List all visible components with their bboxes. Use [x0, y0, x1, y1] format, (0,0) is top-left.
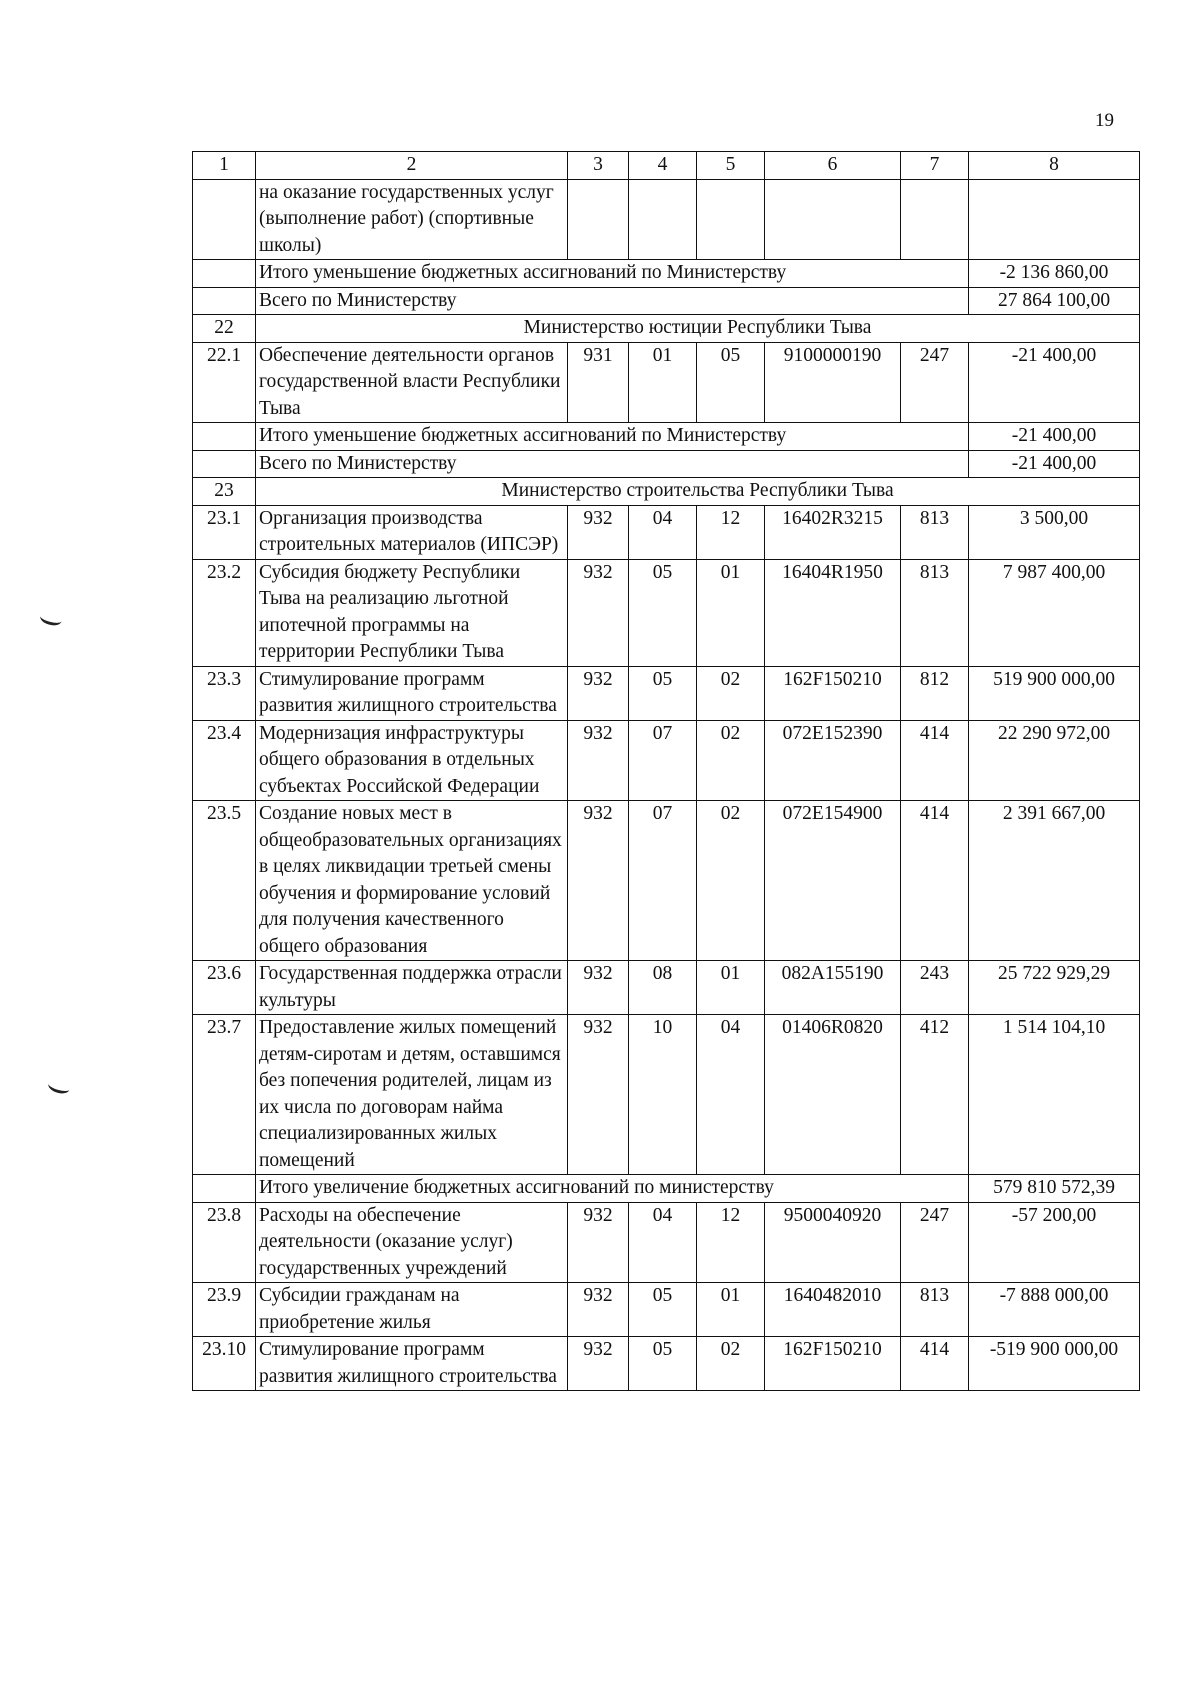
summary-row [193, 260, 1140, 288]
row-number: 23.9 [193, 1283, 256, 1337]
cell-code-7: 813 [901, 505, 969, 559]
header-cell: 1 [193, 152, 256, 180]
cell-code-3: 932 [568, 720, 629, 801]
header-cell: 3 [568, 152, 629, 180]
table-row [193, 342, 1140, 423]
row-number: 23.8 [193, 1202, 256, 1283]
cell-code-5: 12 [697, 1202, 765, 1283]
cell-code-3: 932 [568, 1283, 629, 1337]
cell-code-4: 05 [629, 1337, 697, 1391]
cell-code-5: 01 [697, 961, 765, 1015]
cell-amount: 1 514 104,10 [969, 1015, 1140, 1175]
row-number [193, 179, 256, 260]
cell-code-6: 162F150210 [765, 666, 901, 720]
cell-code-6: 9100000190 [765, 342, 901, 423]
row-description: Стимулирование программ развития жилищного строительства [256, 1337, 568, 1391]
cell-code-3: 932 [568, 559, 629, 666]
cell-code-7: 412 [901, 1015, 969, 1175]
cell-code-4: 04 [629, 1202, 697, 1283]
summary-amount: 27 864 100,00 [969, 287, 1140, 315]
cell-code-5: 05 [697, 342, 765, 423]
cell-amount [969, 179, 1140, 260]
cell-code-7: 812 [901, 666, 969, 720]
cell-code-7: 247 [901, 342, 969, 423]
budget-table [192, 151, 1140, 1391]
header-cell: 8 [969, 152, 1140, 180]
row-description: Субсидия бюджету Республики Тыва на реализацию льготной ипотечной программы на территории Республики Тыва [256, 559, 568, 666]
table-row [193, 1202, 1140, 1283]
row-description: Государственная поддержка отрасли культуры [256, 961, 568, 1015]
margin-pen-mark [39, 610, 63, 628]
table-row [193, 1015, 1140, 1175]
cell-code-7 [901, 179, 969, 260]
cell-code-6: 01406R0820 [765, 1015, 901, 1175]
row-number: 23.2 [193, 559, 256, 666]
cell-code-6: 072E152390 [765, 720, 901, 801]
cell-code-5: 04 [697, 1015, 765, 1175]
cell-code-7: 813 [901, 1283, 969, 1337]
cell-code-4: 05 [629, 559, 697, 666]
header-cell: 6 [765, 152, 901, 180]
cell-code-3: 932 [568, 505, 629, 559]
summary-row [193, 423, 1140, 451]
cell-code-7: 813 [901, 559, 969, 666]
row-number [193, 423, 256, 451]
row-number: 23.5 [193, 801, 256, 961]
cell-code-4: 05 [629, 1283, 697, 1337]
header-cell: 5 [697, 152, 765, 180]
cell-code-3: 932 [568, 1337, 629, 1391]
cell-code-5: 02 [697, 720, 765, 801]
row-number [193, 1175, 256, 1203]
row-description: Субсидии гражданам на приобретение жилья [256, 1283, 568, 1337]
cell-code-5: 02 [697, 801, 765, 961]
summary-row [193, 450, 1140, 478]
summary-amount: -21 400,00 [969, 450, 1140, 478]
summary-amount: 579 810 572,39 [969, 1175, 1140, 1203]
cell-code-6: 162F150210 [765, 1337, 901, 1391]
summary-label: Итого уменьшение бюджетных ассигнований по Министерству [256, 260, 969, 288]
cell-code-6: 1640482010 [765, 1283, 901, 1337]
department-row [193, 315, 1140, 343]
cell-amount: -57 200,00 [969, 1202, 1140, 1283]
cell-code-6: 082A155190 [765, 961, 901, 1015]
cell-amount: -7 888 000,00 [969, 1283, 1140, 1337]
cell-code-6 [765, 179, 901, 260]
cell-code-7: 414 [901, 1337, 969, 1391]
cell-code-7: 247 [901, 1202, 969, 1283]
cell-code-4: 08 [629, 961, 697, 1015]
row-number: 23.10 [193, 1337, 256, 1391]
cell-code-3: 931 [568, 342, 629, 423]
cell-code-6: 072E154900 [765, 801, 901, 961]
page-number: 19 [1095, 110, 1114, 131]
table-row [193, 505, 1140, 559]
summary-row [193, 1175, 1140, 1203]
row-description: Модернизация инфраструктуры общего образования в отдельных субъектах Российской Федерации [256, 720, 568, 801]
row-description: Расходы на обеспечение деятельности (оказание услуг) государственных учреждений [256, 1202, 568, 1283]
cell-code-4: 04 [629, 505, 697, 559]
table-row [193, 179, 1140, 260]
cell-amount: 7 987 400,00 [969, 559, 1140, 666]
row-number: 23.6 [193, 961, 256, 1015]
summary-amount: -21 400,00 [969, 423, 1140, 451]
cell-code-4: 07 [629, 720, 697, 801]
table-row [193, 666, 1140, 720]
row-description: на оказание государственных услуг (выполнение работ) (спортивные школы) [256, 179, 568, 260]
summary-label: Всего по Министерству [256, 287, 969, 315]
cell-code-5: 01 [697, 1283, 765, 1337]
row-number [193, 287, 256, 315]
row-description: Предоставление жилых помещений детям-сиротам и детям, оставшимся без попечения родителей, лицам из их числа по договорам найма специализированных жилых помещений [256, 1015, 568, 1175]
table-row [193, 801, 1140, 961]
table-row [193, 1283, 1140, 1337]
row-number: 22 [193, 315, 256, 343]
row-description: Организация производства строительных материалов (ИПСЭР) [256, 505, 568, 559]
column-number-row [193, 152, 1140, 180]
table-row [193, 1337, 1140, 1391]
cell-code-5: 12 [697, 505, 765, 559]
header-cell: 4 [629, 152, 697, 180]
row-description: Обеспечение деятельности органов государственной власти Республики Тыва [256, 342, 568, 423]
cell-code-5: 02 [697, 666, 765, 720]
cell-code-6: 9500040920 [765, 1202, 901, 1283]
department-title: Министерство юстиции Республики Тыва [256, 315, 1140, 343]
row-number [193, 260, 256, 288]
cell-code-6: 16402R3215 [765, 505, 901, 559]
cell-code-3: 932 [568, 1015, 629, 1175]
cell-amount: 2 391 667,00 [969, 801, 1140, 961]
cell-code-3: 932 [568, 801, 629, 961]
summary-amount: -2 136 860,00 [969, 260, 1140, 288]
cell-amount: 22 290 972,00 [969, 720, 1140, 801]
row-number: 23 [193, 478, 256, 506]
cell-amount: 25 722 929,29 [969, 961, 1140, 1015]
table-row [193, 961, 1140, 1015]
row-description: Создание новых мест в общеобразовательных организациях в целях ликвидации третьей смены обучения и формирование условий для получения качественного общего образования [256, 801, 568, 961]
summary-row [193, 287, 1140, 315]
cell-amount: 519 900 000,00 [969, 666, 1140, 720]
row-number: 23.7 [193, 1015, 256, 1175]
cell-amount: -21 400,00 [969, 342, 1140, 423]
cell-code-5 [697, 179, 765, 260]
row-number: 23.3 [193, 666, 256, 720]
margin-pen-mark [47, 1077, 72, 1096]
cell-code-5: 02 [697, 1337, 765, 1391]
table-row [193, 559, 1140, 666]
cell-code-5: 01 [697, 559, 765, 666]
cell-code-3: 932 [568, 1202, 629, 1283]
cell-amount: -519 900 000,00 [969, 1337, 1140, 1391]
header-cell: 2 [256, 152, 568, 180]
row-number: 23.1 [193, 505, 256, 559]
cell-code-3: 932 [568, 666, 629, 720]
department-title: Министерство строительства Республики Тыва [256, 478, 1140, 506]
cell-code-3: 932 [568, 961, 629, 1015]
cell-code-3 [568, 179, 629, 260]
row-description: Стимулирование программ развития жилищного строительства [256, 666, 568, 720]
cell-code-4: 05 [629, 666, 697, 720]
header-cell: 7 [901, 152, 969, 180]
summary-label: Итого увеличение бюджетных ассигнований по министерству [256, 1175, 969, 1203]
row-number: 23.4 [193, 720, 256, 801]
department-row [193, 478, 1140, 506]
cell-amount: 3 500,00 [969, 505, 1140, 559]
cell-code-7: 414 [901, 720, 969, 801]
cell-code-4: 01 [629, 342, 697, 423]
cell-code-6: 16404R1950 [765, 559, 901, 666]
summary-label: Всего по Министерству [256, 450, 969, 478]
table-row [193, 720, 1140, 801]
cell-code-4: 10 [629, 1015, 697, 1175]
row-number [193, 450, 256, 478]
row-number: 22.1 [193, 342, 256, 423]
cell-code-7: 414 [901, 801, 969, 961]
cell-code-4: 07 [629, 801, 697, 961]
summary-label: Итого уменьшение бюджетных ассигнований по Министерству [256, 423, 969, 451]
cell-code-4 [629, 179, 697, 260]
cell-code-7: 243 [901, 961, 969, 1015]
